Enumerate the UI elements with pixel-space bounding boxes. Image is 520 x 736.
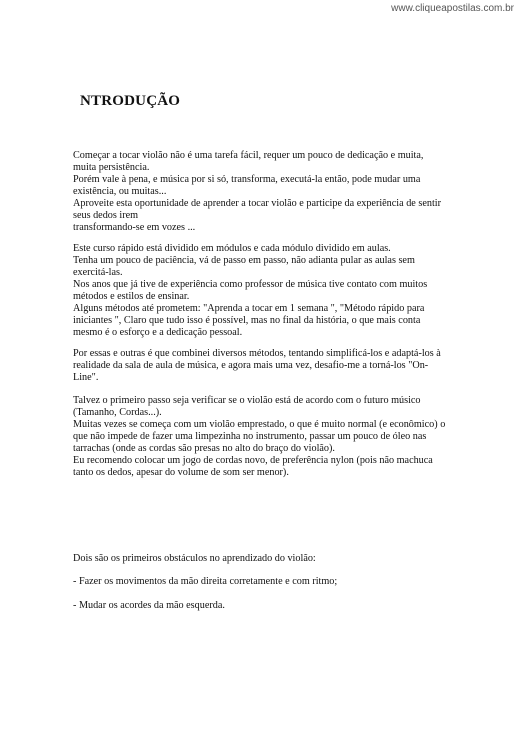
body-line: tarrachas (onde as cordas são presas no alto do braço do violão).	[73, 443, 335, 454]
body-line: métodos e estilos de ensinar.	[73, 291, 190, 302]
site-watermark: www.cliqueapostilas.com.br	[391, 3, 514, 14]
body-line: que não impede de fazer uma limpezinha no instrumento, passar um pouco de óleo nas	[73, 431, 427, 442]
body-line: Alguns métodos até prometem: "Aprenda a tocar em 1 semana ", "Método rápido para	[73, 303, 425, 314]
body-line: Por essas e outras é que combinei diversos métodos, tentando simplificá-los e adaptá-los à	[73, 348, 441, 359]
body-line: Porém vale à pena, e música por si só, transforma, executá-la então, pode mudar uma	[73, 174, 421, 185]
body-line: iniciantes ", Claro que tudo isso é possível, mas no final da história, o que mais conta	[73, 315, 421, 326]
body-line: muita persistência.	[73, 162, 150, 173]
body-line: Este curso rápido está dividido em módulos e cada módulo dividido em aulas.	[73, 243, 391, 254]
body-line: tanto os dedos, apesar do volume de som ser menor).	[73, 467, 289, 478]
body-line: Começar a tocar violão não é uma tarefa fácil, requer um pouco de dedicação e muita,	[73, 150, 424, 161]
body-line: Tenha um pouco de paciência, vá de passo em passo, não adianta pular as aulas sem	[73, 255, 415, 266]
body-line: mesmo é o esforço e a dedicação pessoal.	[73, 327, 243, 338]
list-item: - Mudar os acordes da mão esquerda.	[73, 600, 225, 611]
body-line: Aproveite esta oportunidade de aprender a tocar violão e participe da experiência de sentir	[73, 198, 441, 209]
body-line: (Tamanho, Cordas...).	[73, 407, 162, 418]
body-line: Muitas vezes se começa com um violão emprestado, o que é muito normal (e econômico) o	[73, 419, 446, 430]
body-line: Eu recomendo colocar um jogo de cordas novo, de preferência nylon (pois não machuca	[73, 455, 433, 466]
body-line: existência, ou muitas...	[73, 186, 167, 197]
body-line: transformando-se em vozes ...	[73, 222, 196, 233]
body-line: Line".	[73, 372, 99, 383]
body-line: Nos anos que já tive de experiência como professor de música tive contato com muitos	[73, 279, 428, 290]
body-line: exercitá-las.	[73, 267, 123, 278]
body-line: seus dedos irem	[73, 210, 139, 221]
body-line: realidade da sala de aula de música, e agora mais uma vez, desafio-me a torná-los "On-	[73, 360, 429, 371]
body-line: Dois são os primeiros obstáculos no aprendizado do violão:	[73, 553, 316, 564]
page-title: NTRODUÇÃO	[80, 93, 181, 109]
list-item: - Fazer os movimentos da mão direita corretamente e com ritmo;	[73, 576, 338, 587]
body-line: Talvez o primeiro passo seja verificar se o violão está de acordo com o futuro músico	[73, 395, 421, 406]
